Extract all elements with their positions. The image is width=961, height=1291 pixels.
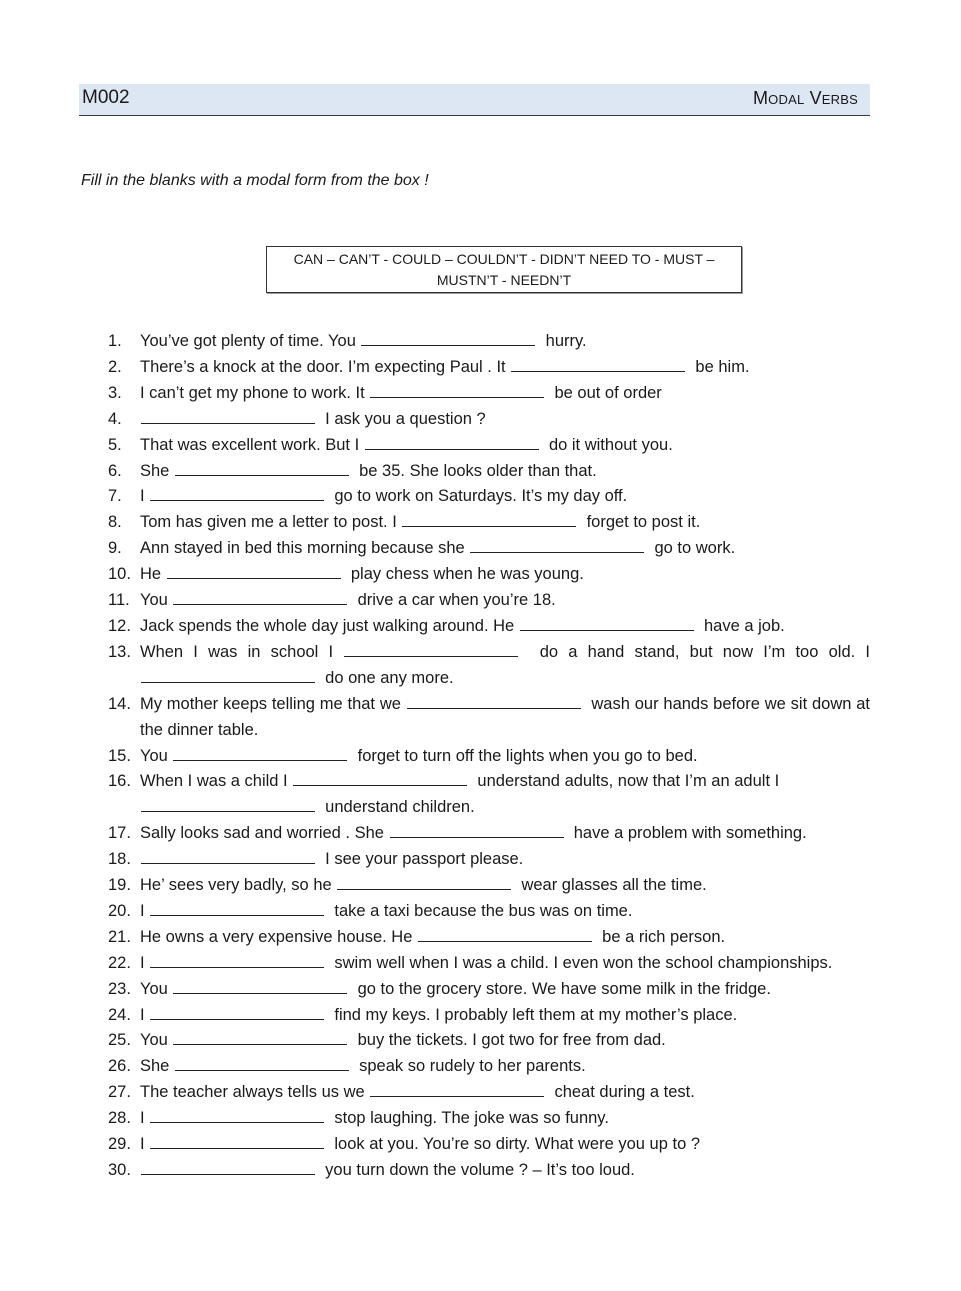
sentence-fragment: I bbox=[140, 1109, 145, 1128]
item-number: 20. bbox=[108, 901, 131, 920]
item-text bbox=[140, 459, 870, 485]
answer-blank[interactable] bbox=[175, 1056, 349, 1071]
sentence-fragment: do one any more. bbox=[325, 668, 454, 687]
answer-blank[interactable] bbox=[150, 486, 324, 501]
modal-word-box bbox=[266, 246, 742, 293]
exercise-item bbox=[108, 510, 870, 536]
sentence-fragment: I bbox=[140, 487, 145, 506]
exercise-item bbox=[108, 1054, 870, 1080]
sentence-fragment: swim well when I was a child. I even won the school championships. bbox=[334, 953, 833, 972]
sentence-fragment: do it without you. bbox=[548, 435, 673, 454]
sentence-fragment: I can’t get my phone to work. It bbox=[140, 383, 365, 402]
sentence-fragment: drive a car when you’re 18. bbox=[357, 591, 556, 610]
sentence-fragment: wear glasses all the time. bbox=[521, 876, 707, 895]
exercise-item bbox=[108, 484, 870, 510]
item-number: 11. bbox=[108, 591, 130, 610]
answer-blank[interactable] bbox=[141, 849, 315, 864]
sentence-fragment: He bbox=[140, 565, 162, 584]
sentence-fragment: take a taxi because the bus was on time. bbox=[334, 901, 633, 920]
sentence-fragment: You bbox=[140, 591, 168, 610]
item-text bbox=[140, 1028, 870, 1054]
sentence-fragment: She bbox=[140, 461, 170, 480]
sentence-fragment: cheat during a test. bbox=[554, 1083, 695, 1102]
answer-blank[interactable] bbox=[141, 1160, 315, 1175]
answer-blank[interactable] bbox=[175, 461, 349, 476]
exercise-item bbox=[108, 640, 870, 692]
exercise-item bbox=[108, 1106, 870, 1132]
item-number: 27. bbox=[108, 1083, 131, 1102]
item-number: 8. bbox=[108, 513, 122, 532]
item-number: 4. bbox=[108, 409, 122, 428]
sentence-fragment: stop laughing. The joke was so funny. bbox=[334, 1109, 609, 1128]
word-box-line-2: MUSTN’T - NEEDN’T bbox=[436, 272, 572, 288]
exercise-item bbox=[108, 1028, 870, 1054]
item-number: 21. bbox=[108, 927, 131, 946]
sentence-fragment: You bbox=[140, 1031, 168, 1050]
sentence-fragment: I see your passport please. bbox=[325, 850, 524, 869]
item-text bbox=[140, 873, 870, 899]
answer-blank[interactable] bbox=[337, 875, 511, 890]
item-number: 15. bbox=[108, 746, 131, 765]
exercise-item bbox=[108, 329, 870, 355]
sentence-fragment: be out of order bbox=[554, 383, 662, 402]
item-number: 24. bbox=[108, 1005, 131, 1024]
exercise-item bbox=[108, 562, 870, 588]
answer-blank[interactable] bbox=[150, 1005, 324, 1020]
answer-blank[interactable] bbox=[150, 953, 324, 968]
answer-blank[interactable] bbox=[173, 1030, 347, 1045]
item-number: 2. bbox=[108, 357, 122, 376]
item-text bbox=[140, 640, 870, 692]
item-text bbox=[140, 951, 870, 977]
sentence-fragment: go to work. bbox=[654, 539, 736, 558]
sentence-fragment: be him. bbox=[695, 357, 750, 376]
item-text bbox=[140, 847, 870, 873]
sentence-fragment: understand adults, now that I’m an adult I bbox=[477, 772, 780, 791]
exercise-item bbox=[108, 1158, 870, 1184]
sentence-fragment: understand children. bbox=[325, 798, 475, 817]
sentence-fragment: be a rich person. bbox=[602, 927, 726, 946]
item-number: 13. bbox=[108, 642, 131, 661]
sentence-fragment: That was excellent work. But I bbox=[140, 435, 360, 454]
sentence-fragment: look at you. You’re so dirty. What were you up to ? bbox=[334, 1135, 701, 1154]
sentence-fragment: go to work on Saturdays. It’s my day off. bbox=[334, 487, 628, 506]
item-text bbox=[140, 769, 870, 821]
sentence-fragment: go to the grocery store. We have some milk in the fridge. bbox=[357, 979, 771, 998]
item-text bbox=[140, 381, 870, 407]
answer-blank[interactable] bbox=[511, 357, 685, 372]
exercise-item bbox=[108, 536, 870, 562]
item-number: 26. bbox=[108, 1057, 131, 1076]
answer-blank[interactable] bbox=[361, 331, 535, 346]
item-text bbox=[140, 484, 870, 510]
item-text bbox=[140, 355, 870, 381]
sentence-fragment: I bbox=[140, 1135, 145, 1154]
exercise-item bbox=[108, 588, 870, 614]
exercise-item bbox=[108, 1080, 870, 1106]
exercise-item bbox=[108, 1003, 870, 1029]
exercise-item bbox=[108, 407, 870, 433]
item-number: 1. bbox=[108, 332, 122, 350]
sentence-fragment: You’ve got plenty of time. You bbox=[140, 332, 356, 350]
sentence-fragment: you turn down the volume ? – It’s too loud. bbox=[325, 1161, 635, 1179]
answer-blank[interactable] bbox=[167, 564, 341, 579]
sentence-fragment: There’s a knock at the door. I’m expecting Paul . It bbox=[140, 357, 506, 376]
answer-blank[interactable] bbox=[390, 823, 564, 838]
item-number: 29. bbox=[108, 1135, 131, 1154]
answer-blank[interactable] bbox=[293, 771, 467, 786]
item-number: 30. bbox=[108, 1161, 131, 1179]
sentence-fragment: You bbox=[140, 979, 168, 998]
sentence-fragment: be 35. She looks older than that. bbox=[359, 461, 597, 480]
sentence-fragment: play chess when he was young. bbox=[350, 565, 584, 584]
exercise-item bbox=[108, 977, 870, 1003]
worksheet-topic: Modal Verbs bbox=[752, 88, 858, 108]
item-text bbox=[140, 1080, 870, 1106]
item-text bbox=[140, 562, 870, 588]
item-text bbox=[140, 433, 870, 459]
item-number: 5. bbox=[108, 435, 122, 454]
item-text bbox=[140, 925, 870, 951]
sentence-fragment: Sally looks sad and worried . She bbox=[140, 824, 384, 843]
item-number: 25. bbox=[108, 1031, 131, 1050]
sentence-fragment: have a job. bbox=[703, 616, 785, 635]
sentence-fragment: have a problem with something. bbox=[573, 824, 807, 843]
sentence-fragment: buy the tickets. I got two for free from dad. bbox=[357, 1031, 666, 1050]
answer-blank[interactable] bbox=[470, 538, 644, 553]
exercise-item bbox=[108, 355, 870, 381]
sentence-fragment: When I was in school I bbox=[140, 642, 334, 661]
answer-blank[interactable] bbox=[365, 435, 539, 450]
exercise-item bbox=[108, 925, 870, 951]
exercise-item bbox=[108, 1132, 870, 1158]
answer-blank[interactable] bbox=[402, 512, 576, 527]
exercise-list bbox=[108, 329, 870, 1184]
sentence-fragment: I bbox=[140, 901, 145, 920]
item-text bbox=[140, 614, 870, 640]
item-number: 7. bbox=[108, 487, 122, 506]
item-text bbox=[140, 1132, 870, 1158]
answer-blank[interactable] bbox=[520, 616, 694, 631]
exercise-item bbox=[108, 614, 870, 640]
item-text bbox=[140, 510, 870, 536]
sentence-fragment: Tom has given me a letter to post. I bbox=[140, 513, 397, 532]
answer-blank[interactable] bbox=[141, 409, 315, 424]
item-number: 10. bbox=[108, 565, 131, 584]
exercise-item bbox=[108, 873, 870, 899]
item-text bbox=[140, 977, 870, 1003]
exercise-item bbox=[108, 433, 870, 459]
exercise-item bbox=[108, 381, 870, 407]
sentence-fragment: forget to post it. bbox=[586, 513, 701, 532]
item-number: 23. bbox=[108, 979, 131, 998]
sentence-fragment: speak so rudely to her parents. bbox=[359, 1057, 586, 1076]
item-text bbox=[140, 744, 870, 770]
item-text bbox=[140, 821, 870, 847]
item-text bbox=[140, 407, 870, 433]
sentence-fragment: She bbox=[140, 1057, 170, 1076]
exercise-item bbox=[108, 769, 870, 821]
sentence-fragment: forget to turn off the lights when you go to bed. bbox=[357, 746, 698, 765]
item-number: 18. bbox=[108, 850, 131, 869]
sentence-fragment: do a hand stand, but now I’m too old. I bbox=[539, 642, 870, 661]
sentence-fragment: Ann stayed in bed this morning because she bbox=[140, 539, 465, 558]
item-number: 14. bbox=[108, 694, 131, 713]
sentence-fragment: The teacher always tells us we bbox=[140, 1083, 365, 1102]
sentence-fragment: When I was a child I bbox=[140, 772, 288, 791]
item-text bbox=[140, 899, 870, 925]
answer-blank[interactable] bbox=[370, 1082, 544, 1097]
item-text bbox=[140, 1106, 870, 1132]
exercise-item bbox=[108, 899, 870, 925]
answer-blank[interactable] bbox=[173, 746, 347, 761]
sentence-fragment: My mother keeps telling me that we bbox=[140, 694, 401, 713]
item-text bbox=[140, 1158, 870, 1184]
exercise-item bbox=[108, 821, 870, 847]
answer-blank[interactable] bbox=[173, 979, 347, 994]
item-number: 28. bbox=[108, 1109, 131, 1128]
sentence-fragment: wash our hands before we sit down at the dinner table. bbox=[140, 694, 871, 739]
item-number: 12. bbox=[108, 616, 131, 635]
item-number: 22. bbox=[108, 953, 131, 972]
exercise-item bbox=[108, 951, 870, 977]
sentence-fragment: He owns a very expensive house. He bbox=[140, 927, 413, 946]
exercise-item bbox=[108, 847, 870, 873]
answer-blank[interactable] bbox=[418, 927, 592, 942]
sentence-fragment: find my keys. I probably left them at my mother’s place. bbox=[334, 1005, 738, 1024]
item-text bbox=[140, 588, 870, 614]
answer-blank[interactable] bbox=[150, 1108, 324, 1123]
item-text bbox=[140, 536, 870, 562]
worksheet-code: M002 bbox=[82, 87, 130, 108]
item-text bbox=[140, 692, 870, 744]
answer-blank[interactable] bbox=[173, 590, 347, 605]
sentence-fragment: Jack spends the whole day just walking around. He bbox=[140, 616, 515, 635]
answer-blank[interactable] bbox=[141, 797, 315, 812]
page-header bbox=[79, 84, 870, 116]
item-text bbox=[140, 1003, 870, 1029]
item-number: 3. bbox=[108, 383, 122, 402]
exercise-item bbox=[108, 692, 870, 744]
item-number: 19. bbox=[108, 876, 131, 895]
answer-blank[interactable] bbox=[344, 642, 518, 657]
answer-blank[interactable] bbox=[407, 694, 581, 709]
item-number: 6. bbox=[108, 461, 122, 480]
sentence-fragment: You bbox=[140, 746, 168, 765]
word-box-line-1: CAN – CAN’T - COULD – COULDN’T - DIDN’T NEED TO - MUST – bbox=[293, 251, 715, 267]
item-number: 16. bbox=[108, 772, 131, 791]
item-text bbox=[140, 1054, 870, 1080]
item-number: 9. bbox=[108, 539, 122, 558]
answer-blank[interactable] bbox=[370, 383, 544, 398]
item-text bbox=[140, 329, 870, 355]
answer-blank[interactable] bbox=[150, 1134, 324, 1149]
instructions: Fill in the blanks with a modal form from the box ! bbox=[81, 172, 429, 189]
sentence-fragment: He’ sees very badly, so he bbox=[140, 876, 332, 895]
answer-blank[interactable] bbox=[150, 901, 324, 916]
answer-blank[interactable] bbox=[141, 668, 315, 683]
item-number: 17. bbox=[108, 824, 131, 843]
sentence-fragment: I ask you a question ? bbox=[325, 409, 486, 428]
sentence-fragment: I bbox=[140, 953, 145, 972]
sentence-fragment: hurry. bbox=[545, 332, 587, 350]
sentence-fragment: I bbox=[140, 1005, 145, 1024]
exercise-item bbox=[108, 744, 870, 770]
exercise-item bbox=[108, 459, 870, 485]
